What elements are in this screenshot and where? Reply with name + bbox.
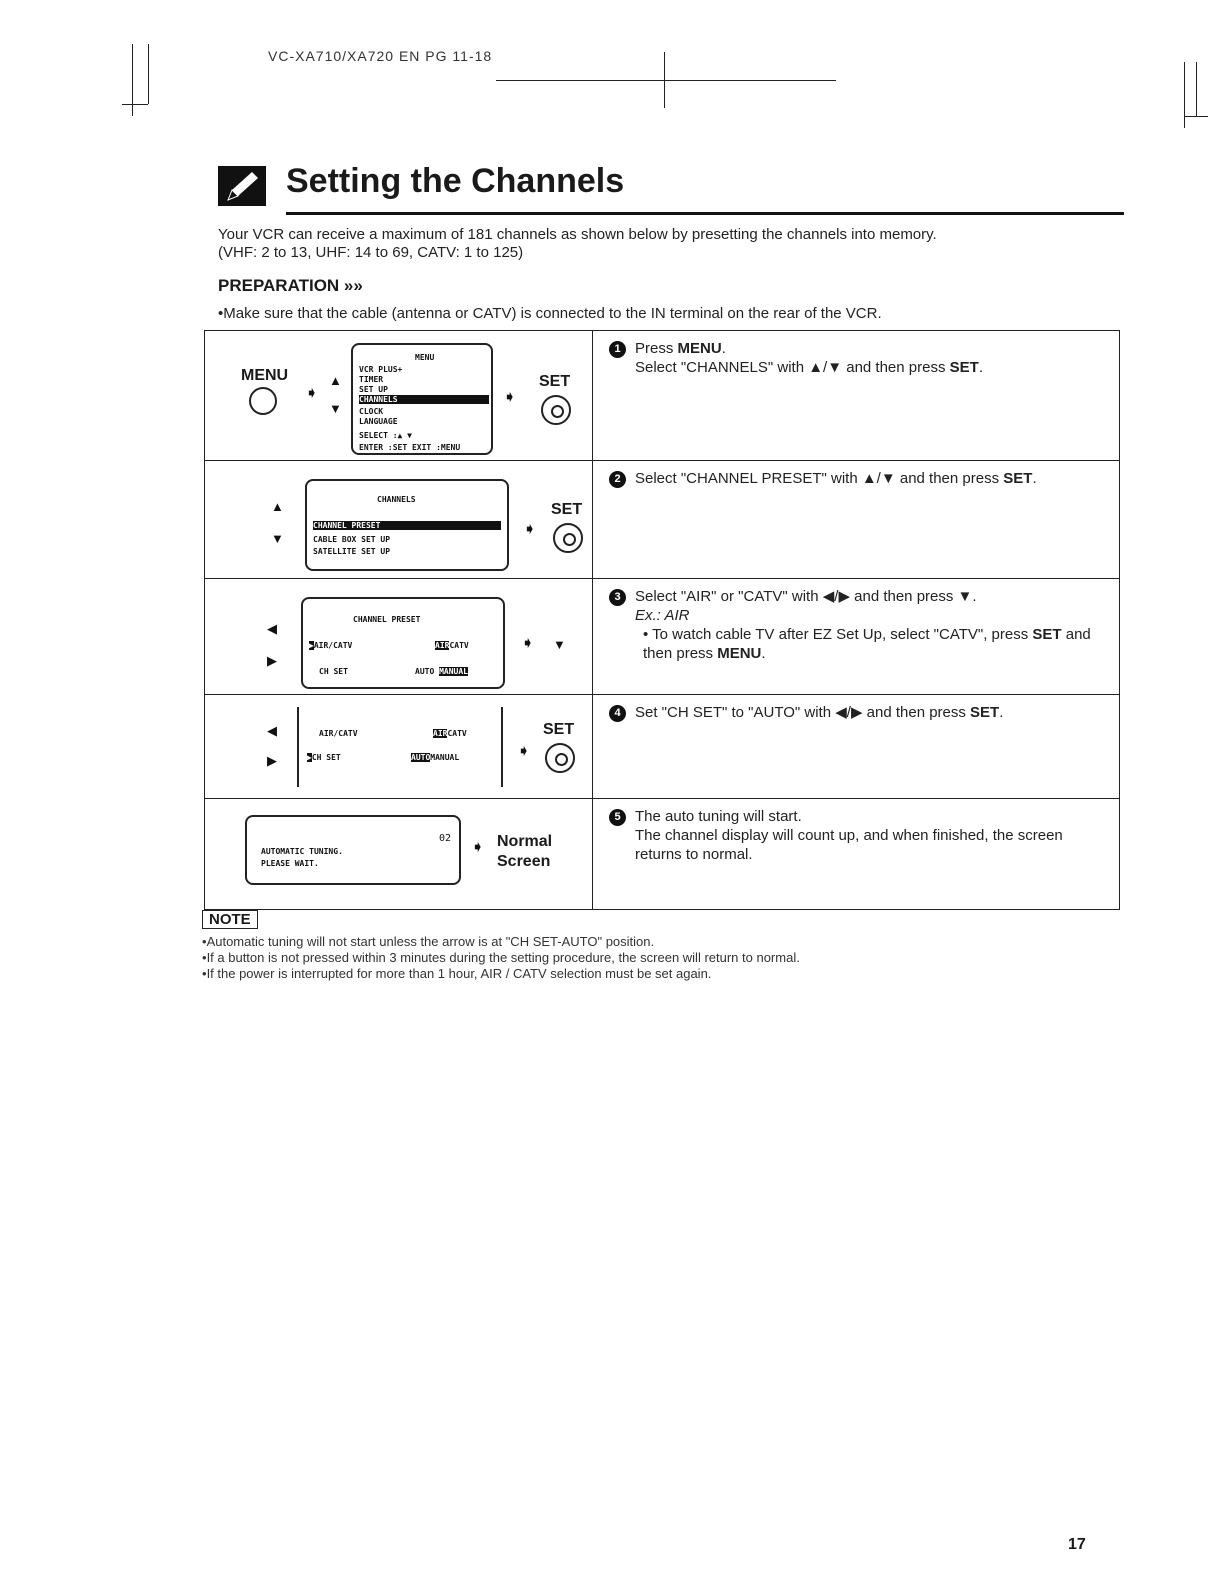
step-text-bold: SET	[949, 359, 979, 376]
osd-option-selected: AIR	[433, 729, 448, 738]
osd-option-selected: AIR	[435, 641, 450, 650]
osd-option-selected: MANUAL	[439, 667, 468, 676]
osd-item: CLOCK	[359, 407, 384, 416]
intro-line: (VHF: 2 to 13, UHF: 14 to 69, CATV: 1 to 125)	[218, 244, 524, 261]
step-2-illustration	[205, 461, 593, 578]
step-text-bold: SET	[970, 704, 1000, 721]
crop-mark	[496, 80, 836, 81]
osd-item: VCR PLUS+	[359, 365, 403, 374]
set-button	[553, 523, 583, 553]
crop-mark	[1196, 62, 1197, 116]
step-number: 5	[609, 809, 626, 826]
step-number: 2	[609, 471, 626, 488]
osd-title: CHANNEL PRESET	[353, 615, 421, 624]
intro-line: Your VCR can receive a maximum of 181 channels as shown below by presetting the channels into memory.	[218, 226, 937, 243]
osd-item: SATELLITE SET UP	[313, 547, 391, 556]
right-arrow-icon: ▶	[267, 653, 277, 668]
step-4	[205, 695, 1119, 799]
step-text: .	[978, 359, 983, 376]
note-item: • If a button is not pressed within 3 minutes during the setting procedure, the screen will return to normal.	[202, 950, 1102, 966]
step-1	[205, 331, 1119, 461]
set-label: SET	[539, 373, 571, 390]
osd-item: LANGUAGE	[359, 417, 398, 426]
osd-item: CABLE BOX SET UP	[313, 535, 391, 544]
crop-mark	[122, 104, 148, 105]
osd-label: CH SET	[311, 753, 341, 762]
step-number: 3	[609, 589, 626, 606]
note-item: • Automatic tuning will not start unless the arrow is at "CH SET-AUTO" position.	[202, 934, 1102, 950]
osd-title: MENU	[415, 353, 435, 362]
menu-label: MENU	[241, 367, 289, 384]
set-label: SET	[551, 501, 583, 518]
note-item: • If the power is interrupted for more than 1 hour, AIR / CATV selection must be set again.	[202, 966, 1102, 982]
preparation-heading: PREPARATION »»	[218, 276, 363, 295]
step-text-bold: MENU	[717, 645, 762, 662]
set-button	[545, 743, 575, 773]
right-arrow-icon: ▶	[267, 753, 277, 768]
osd-row-label: CH SET	[319, 667, 348, 676]
step-3-illustration	[205, 579, 593, 694]
step-text: The channel display will count up, and when finished, the screen returns to normal.	[635, 827, 1063, 863]
step-2-text	[609, 469, 1109, 488]
set-button	[541, 395, 571, 425]
step-text: Select "AIR" or "CATV" with ◀/▶ and then press ▼.	[635, 588, 977, 605]
pencil-icon	[218, 166, 266, 206]
osd-option: CATV	[447, 729, 467, 738]
down-arrow-icon: ▼	[329, 401, 342, 416]
step-5-illustration	[205, 799, 593, 909]
osd-channels-screen	[305, 479, 509, 571]
osd-option	[415, 667, 468, 676]
menu-button	[249, 387, 277, 415]
step-1-illustration	[205, 331, 593, 460]
step-text: • To watch cable TV after EZ Set Up, select "CATV", press	[643, 626, 1033, 643]
osd-option	[435, 641, 469, 650]
step-text: Press	[635, 340, 678, 357]
step-3-text	[609, 587, 1109, 663]
osd-row-label: ▶CH SET	[307, 753, 341, 762]
right-arrow-icon: ➧	[517, 743, 531, 760]
step-text: .	[999, 704, 1004, 721]
osd-option: CATV	[449, 641, 469, 650]
step-text: Select "CHANNELS" with ▲/▼ and then press	[635, 359, 950, 376]
osd-item: TIMER	[359, 375, 384, 384]
crop-mark	[1184, 116, 1208, 117]
step-text-bold: SET	[1003, 470, 1033, 487]
osd-option	[411, 753, 459, 762]
set-label: SET	[543, 721, 575, 738]
osd-option: MANUAL	[430, 753, 460, 762]
osd-item-selected: CHANNEL PRESET	[313, 521, 501, 530]
osd-row-label: ▶AIR/CATV	[309, 641, 353, 650]
osd-ch-set-screen	[297, 707, 503, 787]
step-3	[205, 579, 1119, 695]
step-example: Ex.: AIR	[635, 607, 690, 624]
step-4-text	[609, 703, 1109, 722]
step-text: and then press	[643, 626, 1091, 662]
step-2	[205, 461, 1119, 579]
preparation-item: •Make sure that the cable (antenna or CATV) is connected to the IN terminal on the rear of the VCR.	[218, 305, 882, 322]
crop-mark	[148, 44, 149, 104]
osd-footer: SELECT :▲ ▼	[359, 431, 412, 440]
osd-item: SET UP	[359, 385, 388, 394]
note-list	[202, 934, 1102, 982]
osd-tuning-screen	[245, 815, 461, 885]
right-arrow-icon: ➧	[521, 635, 535, 652]
step-text: .	[761, 645, 766, 662]
osd-footer: ENTER :SET EXIT :MENU	[359, 443, 461, 452]
step-text: .	[721, 340, 726, 357]
right-arrow-icon: ➧	[503, 389, 517, 406]
step-5	[205, 799, 1119, 909]
title-rule	[286, 212, 1124, 215]
screen-label: Screen	[497, 853, 551, 870]
osd-item-selected: CHANNELS	[359, 395, 489, 404]
up-arrow-icon: ▲	[271, 499, 284, 514]
step-4-illustration	[205, 695, 593, 798]
right-arrow-icon: ➧	[471, 839, 485, 856]
down-arrow-icon: ▼	[271, 531, 284, 546]
osd-line: PLEASE WAIT.	[261, 859, 319, 868]
step-text-bold: SET	[1032, 626, 1062, 643]
crop-mark	[1184, 62, 1185, 128]
crop-mark	[132, 44, 133, 116]
osd-channel-preset-screen	[301, 597, 505, 689]
osd-option: AUTO	[415, 667, 435, 676]
down-arrow-icon: ▼	[553, 637, 566, 652]
step-text: The auto tuning will start.	[635, 808, 802, 825]
step-text: Set "CH SET" to "AUTO" with ◀/▶ and then press	[635, 704, 971, 721]
step-number: 1	[609, 341, 626, 358]
title-row	[218, 160, 1124, 220]
osd-line: AUTOMATIC TUNING.	[261, 847, 343, 856]
right-arrow-icon: ➧	[305, 385, 319, 402]
normal-label: Normal	[497, 833, 553, 850]
osd-menu-screen	[351, 343, 493, 455]
page-number: 17	[1068, 1536, 1086, 1553]
steps-table	[204, 330, 1120, 910]
up-arrow-icon: ▲	[329, 373, 342, 388]
intro-text	[218, 226, 1124, 262]
osd-option-selected: AUTO	[411, 753, 431, 762]
osd-title: CHANNELS	[377, 495, 416, 504]
right-arrow-icon: ➧	[523, 521, 537, 538]
osd-label: AIR/CATV	[313, 641, 353, 650]
step-text-bold: MENU	[677, 340, 722, 357]
document-code: VC-XA710/XA720 EN PG 11-18	[268, 48, 493, 64]
step-text: Select "CHANNEL PRESET" with ▲/▼ and then press	[635, 470, 1004, 487]
left-arrow-icon: ◀	[267, 723, 277, 738]
left-arrow-icon: ◀	[267, 621, 277, 636]
step-number: 4	[609, 705, 626, 722]
page-title: Setting the Channels	[286, 162, 625, 200]
step-5-text	[609, 807, 1109, 864]
osd-option	[433, 729, 467, 738]
step-text: .	[1032, 470, 1037, 487]
osd-row-label: AIR/CATV	[319, 729, 358, 738]
note-heading: NOTE	[202, 910, 258, 929]
osd-channel-number: 02	[439, 833, 452, 844]
step-1-text	[609, 339, 1109, 377]
